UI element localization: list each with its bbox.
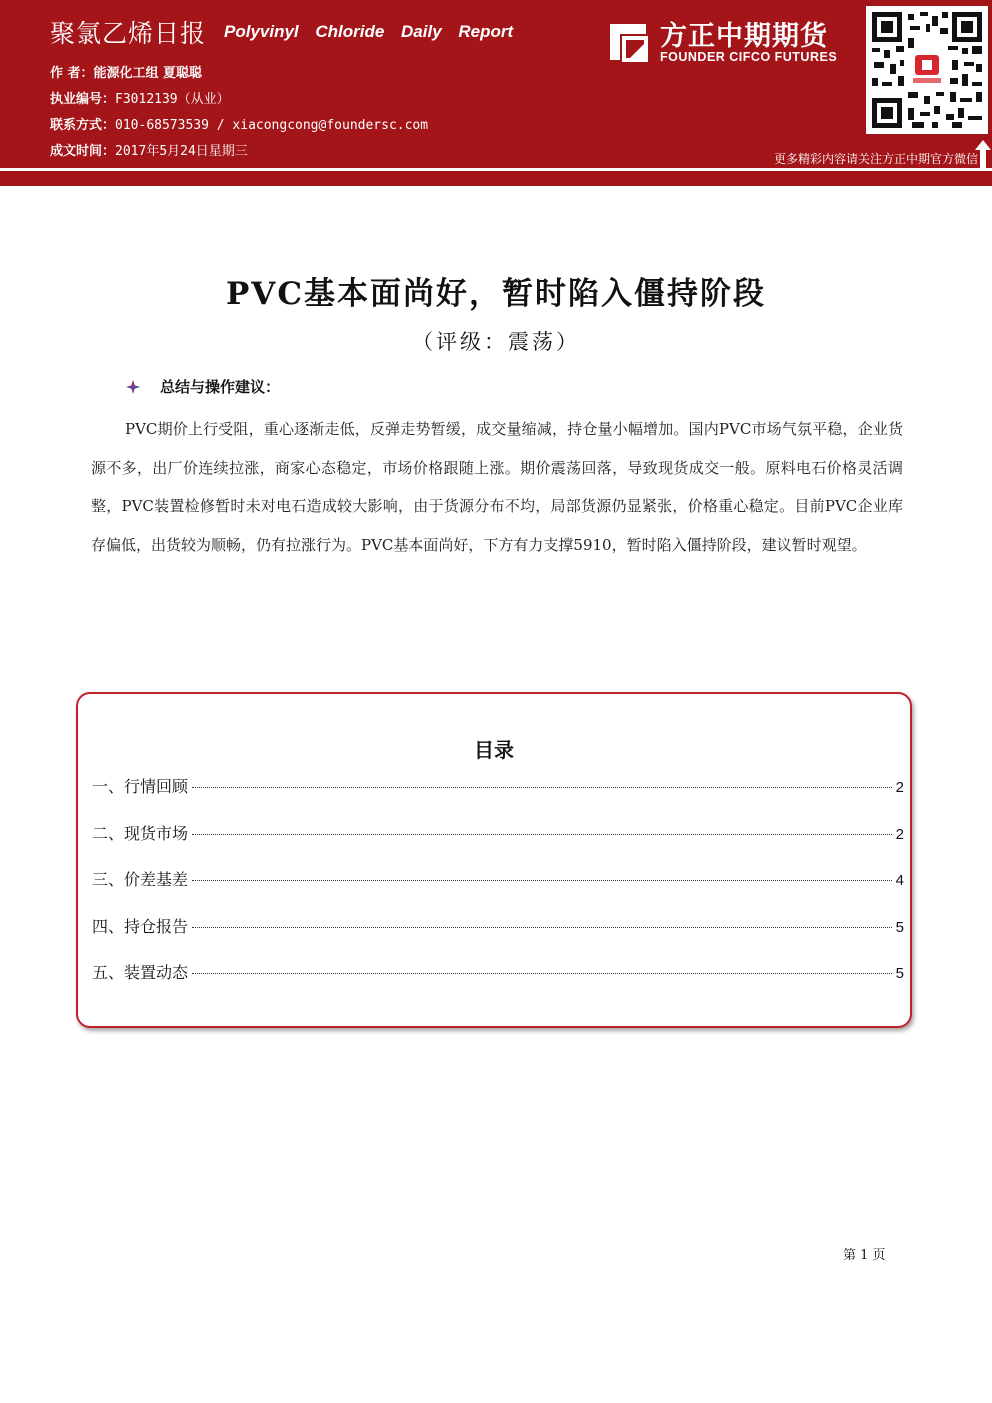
date-line [50,140,248,159]
toc-item-label: 三、价差基差 [92,870,189,889]
header-band [0,0,992,186]
toc-item-label: 五、装置动态 [92,963,189,982]
logo-text-en: FOUNDER CIFCO FUTURES [660,50,838,64]
toc-item[interactable] [92,914,904,961]
toc-item-page: 5 [895,918,904,936]
section-heading-text: 总结与操作建议： [160,378,281,396]
license-line [50,88,230,107]
toc-item-label: 一、行情回顾 [92,777,189,796]
toc-list [92,774,904,1007]
page-title: PVC基本面尚好，暂时陷入僵持阶段 [225,276,767,312]
header-divider [0,168,992,171]
toc-leader-dots [192,880,892,881]
contact-value: 010-68573539 / xiacongcong@foundersc.com [115,118,429,133]
toc-item[interactable] [92,774,904,821]
date-value: 2017年5月24日星期三 [115,144,248,159]
four-point-star-bullet-icon [126,380,140,394]
toc-item-page: 2 [895,825,904,843]
section-heading [126,376,280,397]
contact-label: 联系方式： [50,118,116,133]
report-title-cn: 聚氯乙烯日报 [50,19,207,48]
toc-leader-dots [192,834,892,835]
toc-item-page: 5 [895,965,904,982]
rating-label: （评级：震荡） [412,330,580,354]
toc-item-label: 二、现货市场 [92,823,189,843]
toc-box [76,692,912,1028]
logo-text-cn: 方正中期期货 [660,21,828,52]
toc-item[interactable] [92,960,904,1007]
founder-logo-mark-icon [604,20,652,64]
follow-wechat-text: 更多精彩内容请关注方正中期官方微信 [773,152,978,166]
toc-item-page: 2 [895,779,904,796]
toc-item[interactable] [92,821,904,868]
toc-item-page: 4 [895,872,904,889]
contact-line [50,114,428,133]
toc-title: 目录 [474,738,514,762]
license-label: 执业编号： [50,92,116,107]
toc-item-label: 四、持仓报告 [92,916,189,936]
toc-leader-dots [192,973,892,974]
license-value: F3012139（从业） [115,92,230,107]
summary-paragraph: PVC期价上行受阻，重心逐渐走低，反弹走势暂缓，成交量缩减，持仓量小幅增加。国内PVC市场气氛平稳，企业货源不多，出厂价连续拉涨，商家心态稳定，市场价格跟随上涨。期价震荡回落，导致现货成交一般。原料电石价格灵活调整，PVC装置检修暂时未对电石造成较大影响，由于货源分布不均，局部货源仍显紧张，价格重心稳定。目前PVC企业库存偏低，出货较为顺畅，仍有拉涨行为。PVC基本面尚好，下方有力支撑5910，暂时陷入僵持阶段，建议暂时观望。 [91,420,903,554]
toc-leader-dots [192,787,892,788]
report-title-en: Polyvinyl Chloride Daily Report [224,22,514,41]
up-arrow-icon [975,140,991,168]
qr-code-icon [866,6,988,134]
author-line: 作 者：能源化工组 夏聪聪 [50,66,203,81]
toc-leader-dots [192,927,892,928]
toc-item[interactable] [92,867,904,914]
date-label: 成文时间： [50,144,116,159]
page-number: 第 1 页 [843,1248,886,1263]
